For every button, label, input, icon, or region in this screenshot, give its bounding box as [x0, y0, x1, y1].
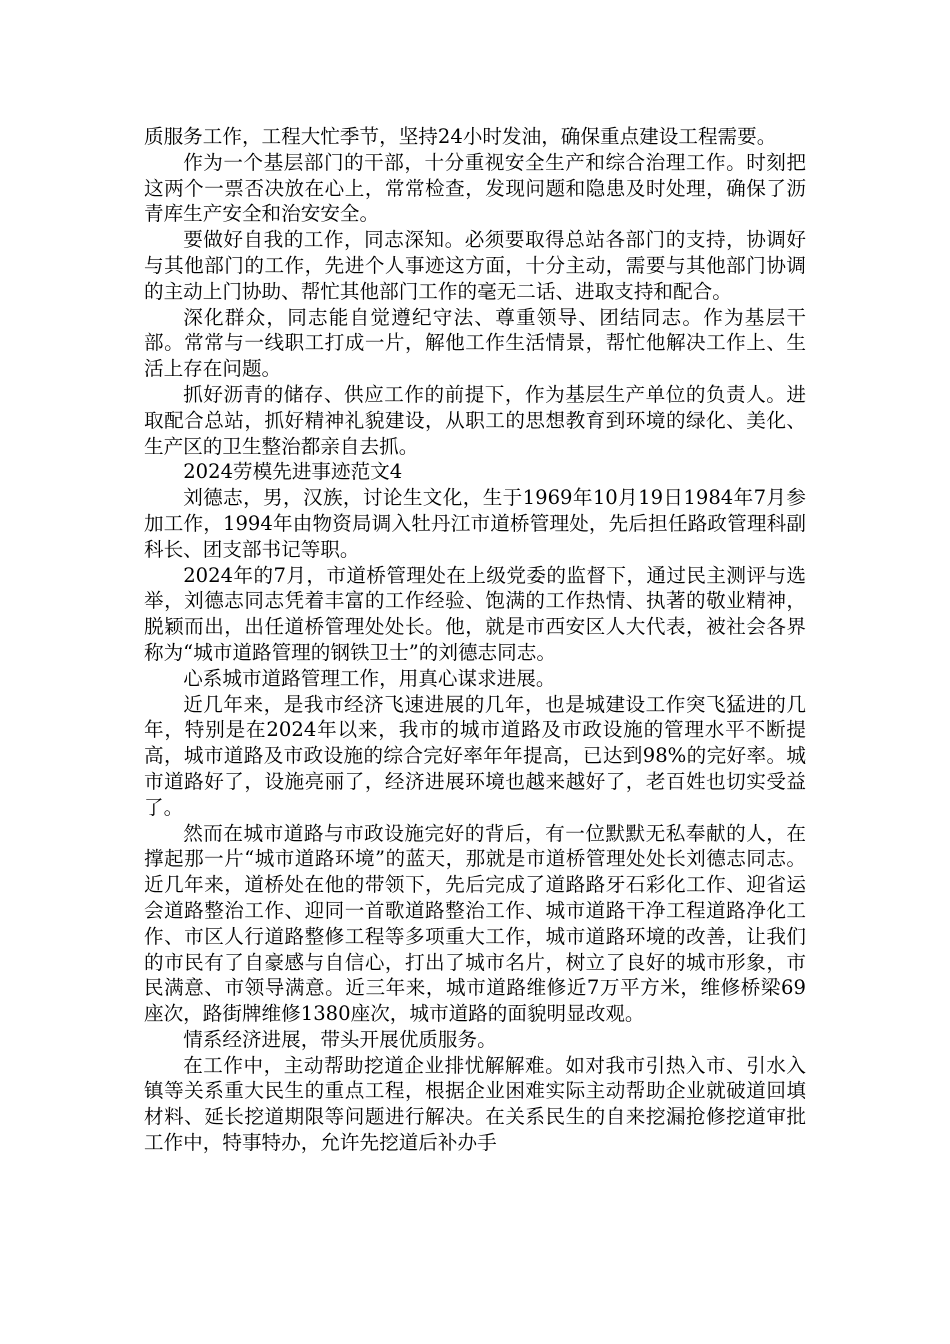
- section-heading: 2024劳模先进事迹范文4: [183, 460, 403, 484]
- paragraph-5: 抓好沥青的储存、供应工作的前提下，作为基层生产单位的负责人。进取配合总站，抓好精神礼貌建设，从职工的思想教育到环境的绿化、美化、生产区的卫生整治都亲自去抓。: [144, 382, 806, 458]
- paragraph-2: 作为一个基层部门的干部，十分重视安全生产和综合治理工作。时刻把这两个一票否决放在心上，常常检查，发现问题和隐患及时处理，确保了沥青库生产安全和治安安全。: [144, 150, 806, 226]
- paragraph-7: 刘德志，男，汉族，讨论生文化，生于1969年10月19日1984年7月参加工作，1994年由物资局调入牡丹江市道桥管理处，先后担任路政管理科副科长、团支部书记等职。: [144, 486, 806, 561]
- subheading-1: 心系城市道路管理工作，用真心谋求进展。: [183, 666, 556, 690]
- document-page: [144, 124, 806, 1156]
- paragraph-13: 在工作中，主动帮助挖道企业排忧解解难。如对我市引热入市、引水入镇等关系重大民生的重点工程，根据企业困难实际主动帮助企业就破道回填材料、延长挖道期限等问题进行解决。在关系民生的自来挖漏抢修挖道审批工作中，特事特办，允许先挖道后补办手: [144, 1053, 806, 1155]
- subheading-2: 情系经济进展，带头开展优质服务。: [183, 1027, 497, 1051]
- paragraph-3: 要做好自我的工作，同志深知。必须要取得总站各部门的支持，协调好与其他部门的工作，先进个人事迹这方面，十分主动，需要与其他部门协调的主动上门协助、帮忙其他部门工作的毫无二话、进取支持和配合。: [144, 228, 806, 303]
- paragraph-10: 近几年来，是我市经济飞速进展的几年，也是城建设工作突飞猛进的几年，特别是在2024年以来，我市的城市道路及市政设施的管理水平不断提高，城市道路及市政设施的综合完好率年年提高，已达到98%的完好率。城市道路好了，设施亮丽了，经济进展环境也越来越好了，老百姓也切实受益了。: [144, 692, 806, 819]
- paragraph-11: 然而在城市道路与市政设施完好的背后，有一位默默无私奉献的人，在撑起那一片“城市道路环境”的蓝天，那就是市道桥管理处处长刘德志同志。近几年来，道桥处在他的带领下，先后完成了道路路牙石彩化工作、迎省运会道路整治工作、迎同一首歌道路整治工作、城市道路干净工程道路净化工作、市区人行道路整修工程等多项重大工作，城市道路环境的改善，让我们的市民有了自豪感与自信心，打出了城市名片，树立了良好的城市形象，市民满意、市领导满意。近三年来，城市道路维修近7万平方米，维修桥梁69座次，路街牌维修1380座次，城市道路的面貌明显改观。: [144, 821, 806, 1026]
- paragraph-1: 质服务工作，工程大忙季节，坚持24小时发油，确保重点建设工程需要。: [144, 125, 777, 148]
- paragraph-8: 2024年的7月，市道桥管理处在上级党委的监督下，通过民主测评与选举，刘德志同志凭着丰富的工作经验、饱满的工作热情、执著的敬业精神，脱颖而出，出任道桥管理处处长。他，就是市西安区人大代表，被社会各界称为“城市道路管理的钢铁卫士”的刘德志同志。: [144, 563, 806, 664]
- paragraph-4: 深化群众，同志能自觉遵纪守法、尊重领导、团结同志。作为基层干部。常常与一线职工打成一片，解他工作生活情景，帮忙他解决工作上、生活上存在问题。: [144, 305, 806, 381]
